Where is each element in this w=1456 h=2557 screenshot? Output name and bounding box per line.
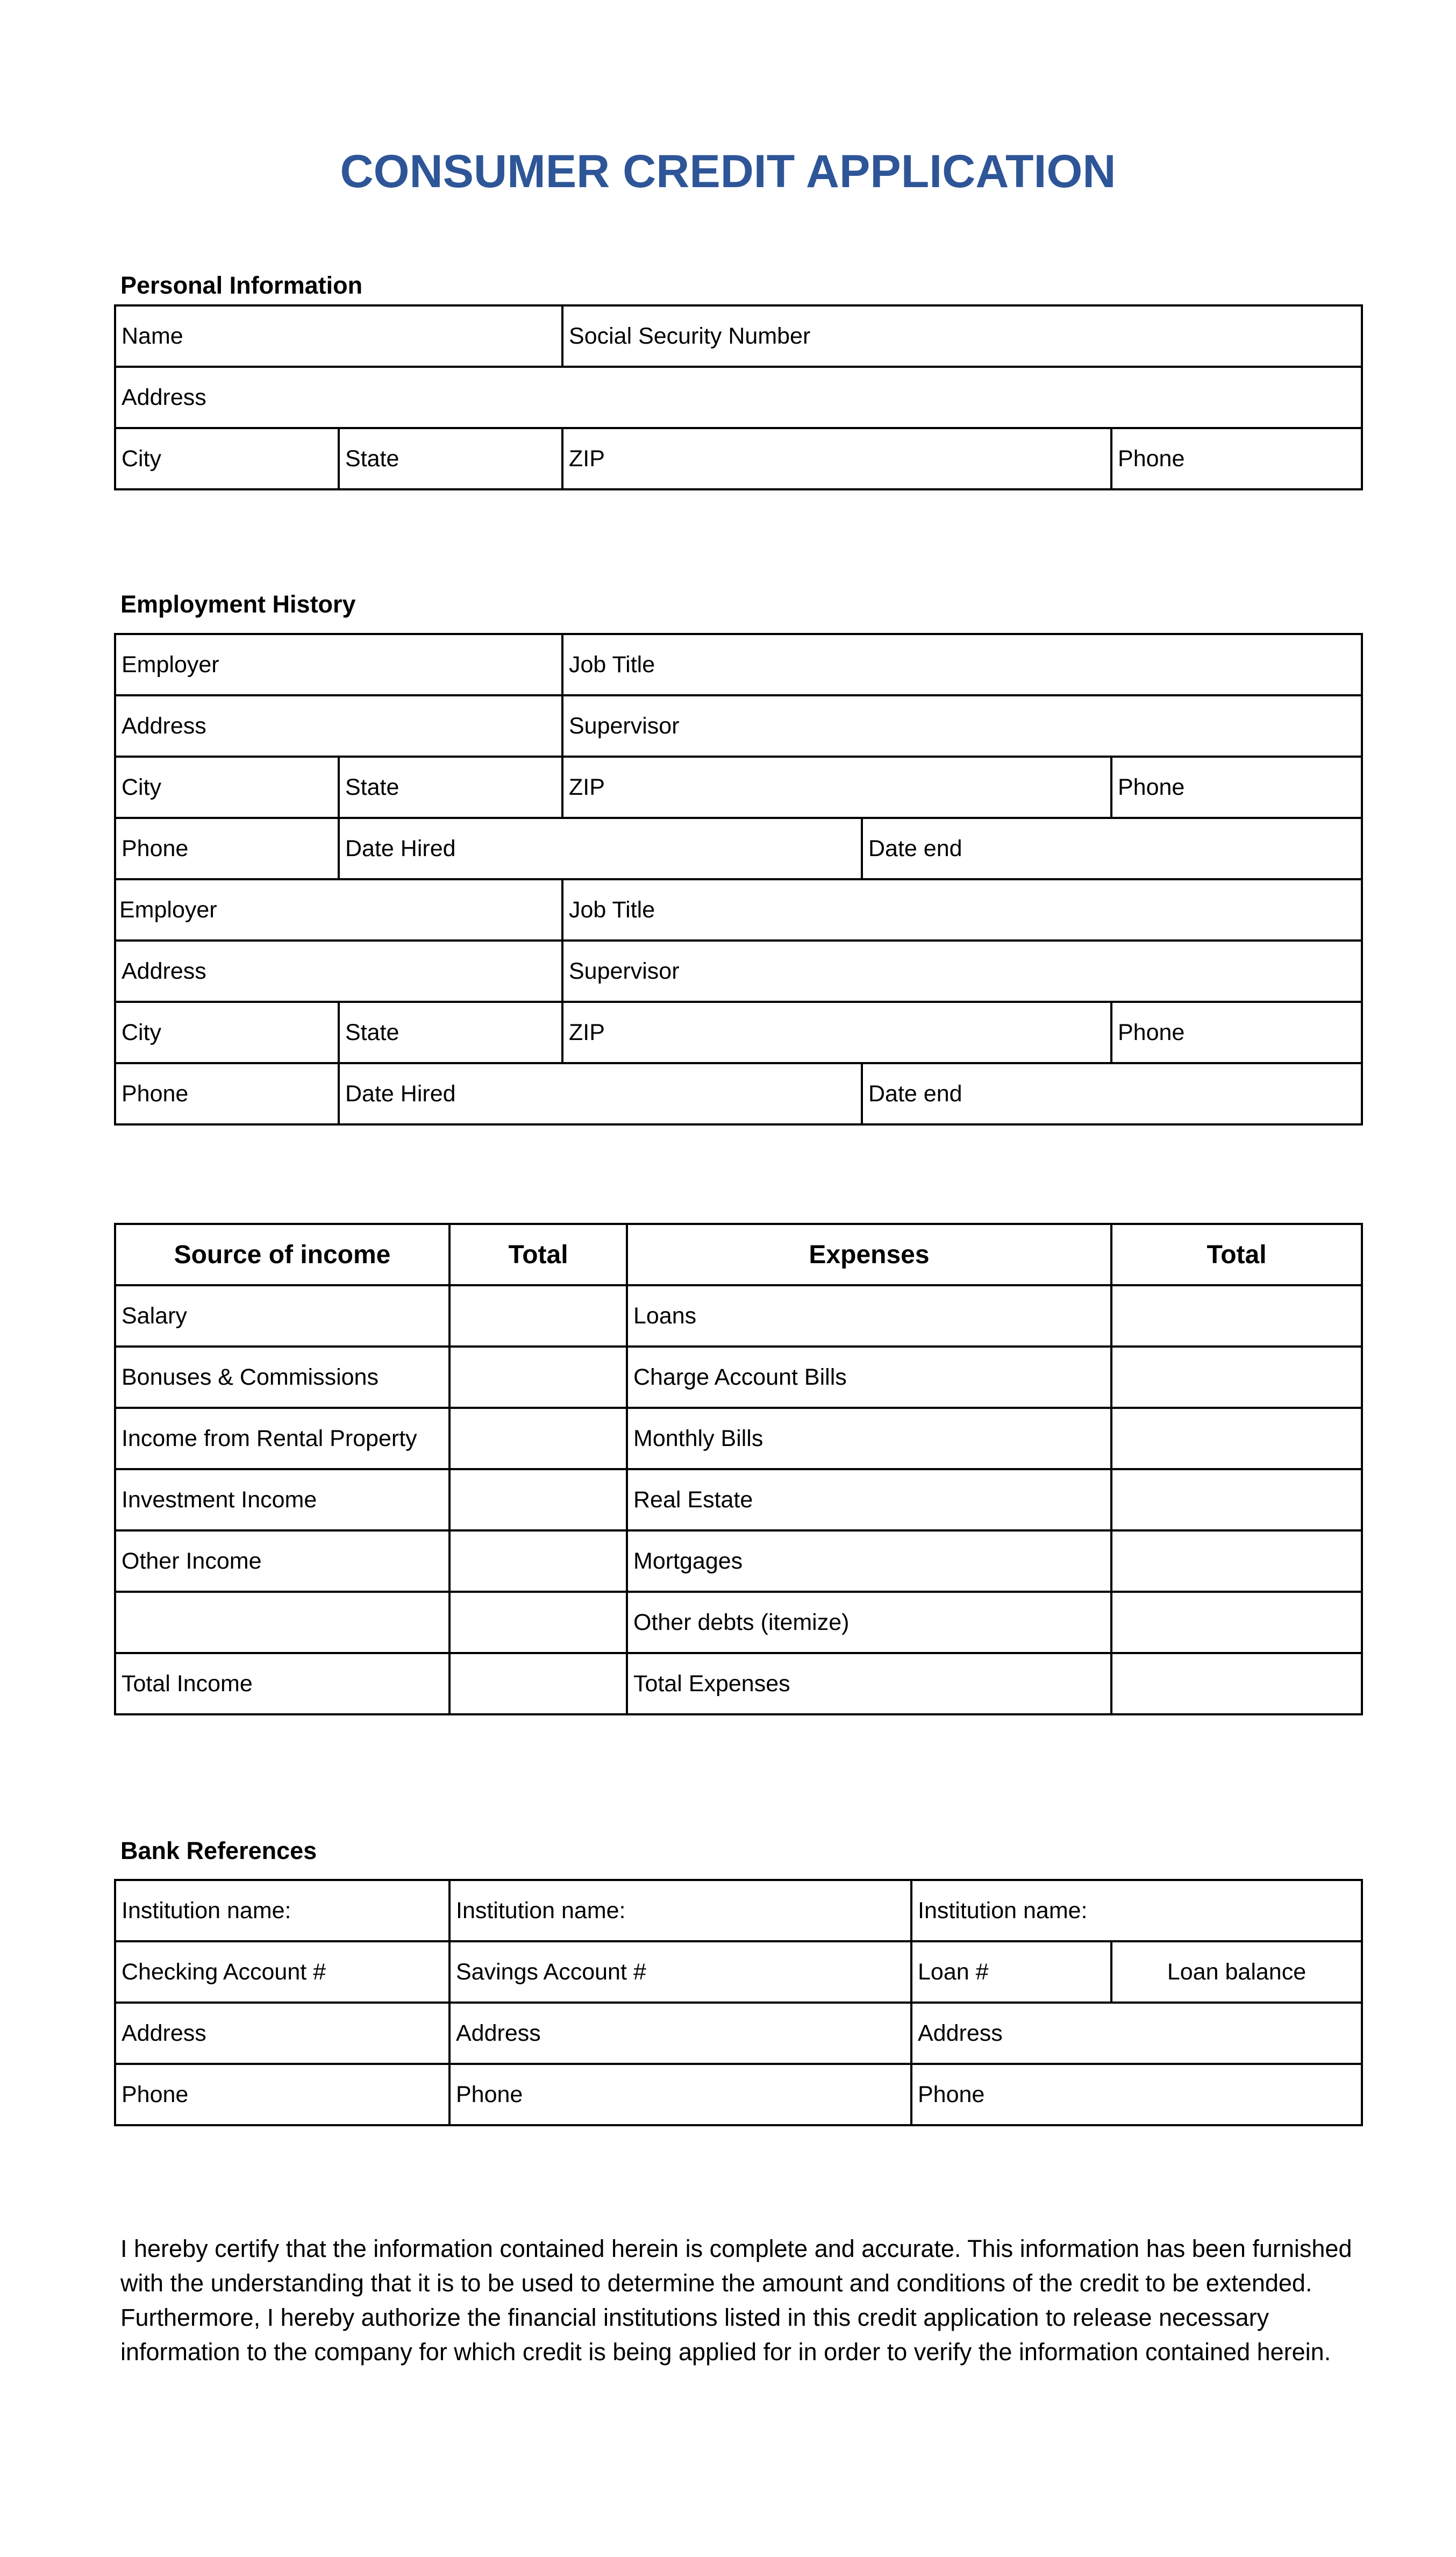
bank-references-table	[114, 1879, 1363, 2126]
institution-name-field[interactable]: Institution name:	[115, 1880, 449, 1941]
institution-name-field[interactable]: Institution name:	[449, 1880, 911, 1941]
employer-state-field[interactable]: State	[339, 1002, 562, 1063]
date-hired-field[interactable]: Date Hired	[339, 818, 862, 879]
income-total-cell[interactable]	[449, 1408, 627, 1469]
employer-address-field[interactable]: Address	[115, 695, 562, 757]
employer-city-field[interactable]: City	[115, 1002, 339, 1063]
employer-phone2-field[interactable]: Phone	[115, 1063, 339, 1124]
bank-references-heading: Bank References	[120, 1837, 317, 1864]
phone-field[interactable]: Phone	[1111, 428, 1362, 489]
expense-label: Mortgages	[627, 1530, 1111, 1592]
income-source-header: Source of income	[115, 1224, 449, 1285]
total-expenses-label: Total Expenses	[627, 1653, 1111, 1714]
employer-phone2-field[interactable]: Phone	[115, 818, 339, 879]
expense-total-cell[interactable]	[1111, 1592, 1362, 1653]
supervisor-field[interactable]: Supervisor	[562, 695, 1362, 757]
table-row	[115, 1285, 1362, 1347]
zip-field[interactable]: ZIP	[562, 428, 1111, 489]
employer-phone-field[interactable]: Phone	[1111, 757, 1362, 818]
employer-zip-field[interactable]: ZIP	[562, 757, 1111, 818]
expense-label: Monthly Bills	[627, 1408, 1111, 1469]
employer-zip-field[interactable]: ZIP	[562, 1002, 1111, 1063]
expense-total-cell[interactable]	[1111, 1285, 1362, 1347]
personal-info-heading: Personal Information	[120, 272, 363, 299]
expenses-header: Expenses	[627, 1224, 1111, 1285]
expense-total-cell[interactable]	[1111, 1530, 1362, 1592]
income-total-cell[interactable]	[449, 1530, 627, 1592]
income-total-header: Total	[449, 1224, 627, 1285]
bank-phone-field[interactable]: Phone	[911, 2064, 1362, 2125]
city-field[interactable]: City	[115, 428, 339, 489]
job-title-field[interactable]: Job Title	[562, 879, 1362, 941]
employer-field[interactable]: Employer	[115, 879, 562, 941]
income-label: Other Income	[115, 1530, 449, 1592]
bank-phone-field[interactable]: Phone	[115, 2064, 449, 2125]
income-label: Investment Income	[115, 1469, 449, 1530]
employment-history-heading: Employment History	[120, 590, 356, 618]
supervisor-field[interactable]: Supervisor	[562, 941, 1362, 1002]
expense-label: Charge Account Bills	[627, 1347, 1111, 1408]
state-field[interactable]: State	[339, 428, 562, 489]
income-label: Bonuses & Commissions	[115, 1347, 449, 1408]
checking-account-field[interactable]: Checking Account #	[115, 1941, 449, 2003]
bank-address-field[interactable]: Address	[449, 2003, 911, 2064]
expense-label: Other debts (itemize)	[627, 1592, 1111, 1653]
table-row	[115, 1469, 1362, 1530]
employer-phone-field[interactable]: Phone	[1111, 1002, 1362, 1063]
ssn-field[interactable]: Social Security Number	[562, 305, 1362, 367]
table-row	[115, 1530, 1362, 1592]
expense-total-cell[interactable]	[1111, 1408, 1362, 1469]
bank-address-field[interactable]: Address	[115, 2003, 449, 2064]
expense-total-cell[interactable]	[1111, 1469, 1362, 1530]
expense-label: Real Estate	[627, 1469, 1111, 1530]
savings-account-field[interactable]: Savings Account #	[449, 1941, 911, 2003]
expense-label: Loans	[627, 1285, 1111, 1347]
employer-field[interactable]: Employer	[115, 634, 562, 695]
table-row	[115, 1408, 1362, 1469]
income-label: Salary	[115, 1285, 449, 1347]
income-total-cell[interactable]	[449, 1285, 627, 1347]
bank-address-field[interactable]: Address	[911, 2003, 1362, 2064]
personal-info-table	[114, 304, 1363, 490]
bank-phone-field[interactable]: Phone	[449, 2064, 911, 2125]
income-total-cell[interactable]	[449, 1592, 627, 1653]
employer-state-field[interactable]: State	[339, 757, 562, 818]
employment-history-table	[114, 633, 1363, 1126]
address-field[interactable]: Address	[115, 367, 1362, 428]
employer-address-field[interactable]: Address	[115, 941, 562, 1002]
page-title: CONSUMER CREDIT APPLICATION	[340, 146, 1116, 197]
income-total-cell[interactable]	[449, 1347, 627, 1408]
employer-city-field[interactable]: City	[115, 757, 339, 818]
job-title-field[interactable]: Job Title	[562, 634, 1362, 695]
date-hired-field[interactable]: Date Hired	[339, 1063, 862, 1124]
table-row	[115, 1653, 1362, 1714]
income-total-cell[interactable]	[449, 1469, 627, 1530]
expenses-total-header: Total	[1111, 1224, 1362, 1285]
table-row	[115, 1592, 1362, 1653]
certification-statement: I hereby certify that the information contained herein is complete and accurate. This information has been furnished with the understanding that it is to be used to determine the amount and conditions of the credit to be extended. Furthermore, I hereby authorize the financial institutions listed in this credit application to release necessary information to the company for which credit is being applied for in order to verify the information contained herein.	[120, 2235, 1352, 2366]
income-label[interactable]	[115, 1592, 449, 1653]
total-expenses-cell[interactable]	[1111, 1653, 1362, 1714]
loan-number-field[interactable]: Loan #	[911, 1941, 1111, 2003]
date-end-field[interactable]: Date end	[862, 818, 1362, 879]
income-expenses-table	[114, 1223, 1363, 1715]
loan-balance-field[interactable]: Loan balance	[1111, 1941, 1362, 2003]
total-income-label: Total Income	[115, 1653, 449, 1714]
income-label: Income from Rental Property	[115, 1408, 449, 1469]
date-end-field[interactable]: Date end	[862, 1063, 1362, 1124]
expense-total-cell[interactable]	[1111, 1347, 1362, 1408]
total-income-cell[interactable]	[449, 1653, 627, 1714]
institution-name-field[interactable]: Institution name:	[911, 1880, 1362, 1941]
table-row	[115, 1347, 1362, 1408]
name-field[interactable]: Name	[115, 305, 562, 367]
